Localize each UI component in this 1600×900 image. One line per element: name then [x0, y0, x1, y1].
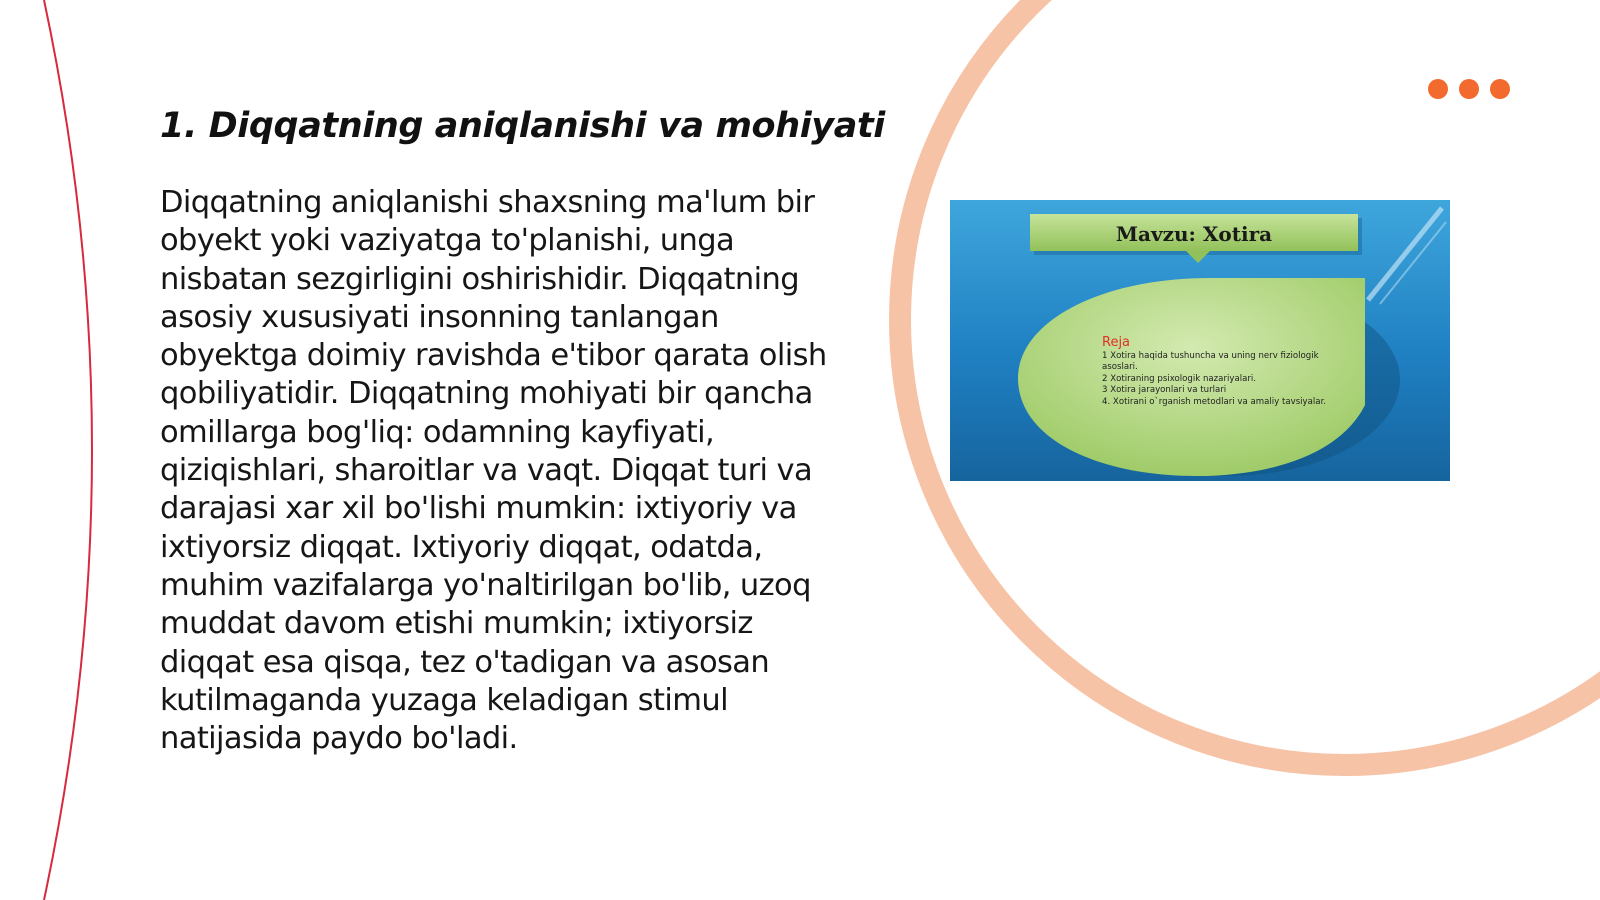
thumb-plan-item: 2 Xotiraning psixologik nazariyalari. — [1102, 374, 1257, 384]
dot — [1459, 79, 1479, 99]
thumb-plan-heading: Reja — [1102, 335, 1131, 350]
three-dots-icon — [1428, 79, 1510, 99]
thumb-plan-item: 1 Xotira haqida tushuncha va uning nerv fiziologik — [1102, 351, 1319, 361]
thumb-plan-item: 4. Xotirani o`rganish metodlari va amaliy tavsiyalar. — [1102, 397, 1327, 407]
left-curve-line — [44, 0, 92, 900]
dot — [1428, 79, 1448, 99]
slide-body-text: Diqqatning aniqlanishi shaxsning ma'lum bir obyekt yoki vaziyatga to'planishi, unga nisbatan sezgirligini oshirishidir. Diqqatning asosiy xususiyati insonning tanlangan obyektga doimiy ravishda e'tibor qarata olish qobiliyatidir. Diqqatning mohiyati bir qancha omillarga bog'liq: odamning kayfiyati, qiziqishlari, sharoitlar va vaqt. Diqqat turi va darajasi xar xil bo'lishi mumkin: ixtiyoriy va ixtiyorsiz diqqat. Ixtiyoriy diqqat, odatda, muhim vazifalarga yo'naltirilgan bo'lib, uzoq muddat davom etishi mumkin; ixtiyorsiz diqqat esa qisqa, tez o'tadigan va asosan kutilmaganda yuzaga keladigan stimul natijasida paydo bo'ladi. — [160, 185, 827, 757]
dot — [1490, 79, 1510, 99]
thumb-title: Mavzu: Xotira — [1115, 222, 1273, 246]
thumbnail-graphic — [950, 200, 1450, 481]
embedded-slide-image — [950, 200, 1450, 481]
thumb-plan-item: asoslari. — [1102, 362, 1138, 372]
thumb-plan-item: 3 Xotira jarayonlari va turlari — [1102, 385, 1227, 395]
slide-title: 1. Diqqatning aniqlanishi va mohiyati — [160, 106, 885, 146]
